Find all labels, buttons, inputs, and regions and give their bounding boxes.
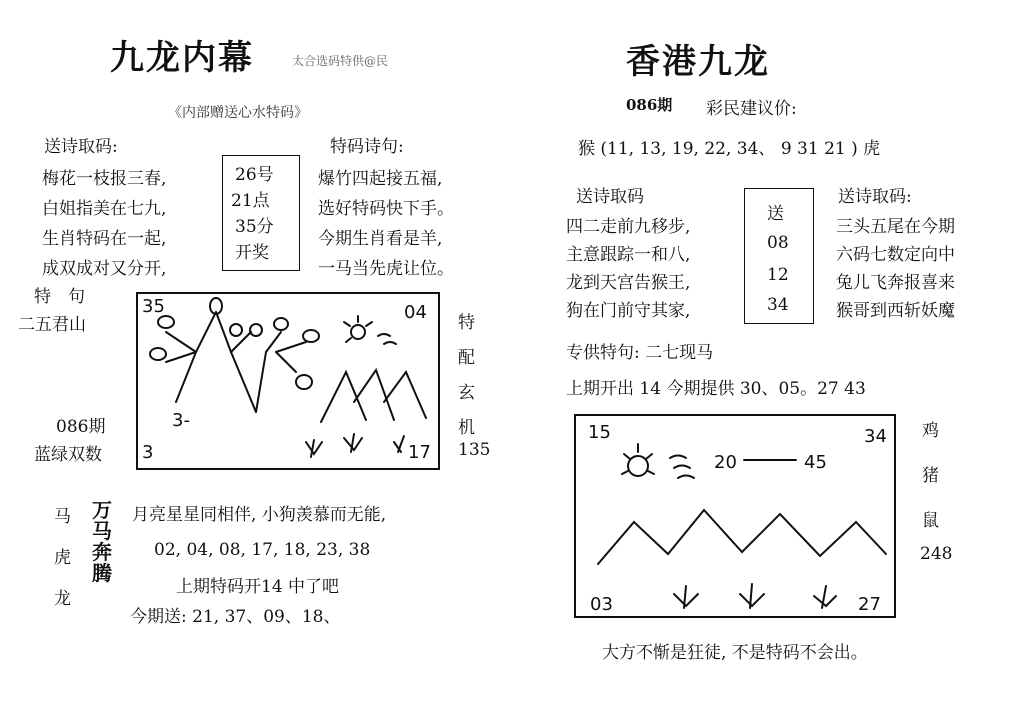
bottom-motto-1: 万 (92, 498, 112, 522)
right-poem-right-1: 三头五尾在今期 (836, 217, 955, 237)
left-poem-line-3: 生肖特码在一起, (42, 229, 167, 249)
draw-time-line-4: 开奖 (235, 243, 269, 263)
right-poem-left-1: 四二走前九移步, (566, 217, 691, 237)
right-poem-heading-right: 送诗取码: (838, 187, 912, 207)
bottom-motto-3: 奔 (92, 540, 112, 564)
left-issue-hint: 蓝绿双数 (34, 445, 102, 465)
left-side-char-2: 配 (458, 348, 475, 368)
right-picture-num-tl: 15 (588, 422, 611, 443)
right-side-char-1: 鸡 (922, 421, 939, 441)
right-title: 香港九龙 (626, 42, 770, 82)
right-picture-num-mid: 20 (714, 452, 737, 473)
draw-time-line-3: 35分 (235, 217, 274, 237)
special-phrase: 二五君山 (18, 315, 86, 335)
right-footer: 大方不惭是狂徒, 不是特码不会出。 (602, 643, 868, 663)
right-picture-num-mid2: 45 (804, 452, 827, 473)
code-poem-line-3: 今期生肖看是羊, (318, 229, 443, 249)
send-box-line-1: 送 (767, 204, 784, 224)
right-poem-right-4: 猴哥到西斩妖魔 (836, 301, 955, 321)
right-side-number: 248 (920, 544, 953, 564)
left-side-char-1: 特 (458, 313, 475, 333)
right-picture-num-bl: 03 (590, 594, 613, 615)
right-poem-left-3: 龙到天宫告猴王, (566, 273, 691, 293)
right-side-char-2: 猪 (922, 466, 939, 486)
right-suggest-label: 彩民建议价: (706, 99, 797, 119)
right-poem-left-4: 狗在门前守其家, (566, 301, 691, 321)
right-poem-right-2: 六码七数定向中 (836, 245, 955, 265)
right-side-char-3: 鼠 (922, 511, 939, 531)
left-poem-heading: 送诗取码: (44, 137, 118, 157)
left-picture-num-tl: 35 (142, 296, 165, 317)
bottom-zodiac (54, 502, 71, 609)
left-picture-num-tr: 04 (404, 302, 427, 323)
code-poem-line-4: 一马当先虎让位。 (318, 259, 454, 279)
right-issue-label: 086期 (626, 96, 673, 114)
right-hand-drawing (574, 414, 896, 618)
bottom-line-3: 上期特码开14 中了吧 (176, 577, 340, 597)
bottom-motto-2: 马 (92, 519, 112, 543)
left-side-vertical (458, 308, 475, 438)
send-box-line-3: 12 (767, 265, 789, 285)
right-picture-num-tr: 34 (864, 426, 887, 447)
draw-time-line-1: 26号 (235, 165, 274, 185)
bottom-zodiac-1: 马 (54, 507, 71, 527)
left-hand-drawing (136, 292, 440, 470)
right-side-vertical (922, 416, 939, 531)
left-picture-num-br: 17 (408, 442, 431, 463)
bottom-motto-4: 腾 (92, 561, 112, 585)
bottom-motto (92, 500, 112, 584)
left-subtitle: 《内部赠送心水特码》 (168, 105, 308, 121)
left-side-number: 135 (458, 440, 491, 460)
bottom-line-4: 今期送: 21, 37、09、18、 (130, 607, 341, 627)
right-special-phrase: 专供特句: 二七现马 (566, 343, 714, 363)
right-numbers-line: 猴 (11, 13, 19, 22, 34、 9 31 21 ) 虎 (578, 139, 881, 159)
left-side-char-4: 机 (458, 418, 475, 438)
left-poem-line-4: 成双成对又分开, (42, 259, 167, 279)
right-last-issue-line: 上期开出 14 今期提供 30、05。27 43 (566, 379, 866, 399)
draw-time-box (222, 155, 300, 271)
left-issue-label: 086期 (56, 417, 106, 437)
right-poem-left-2: 主意跟踪一和八, (566, 245, 691, 265)
draw-time-line-2: 21点 (231, 191, 270, 211)
code-poem-heading: 特码诗句: (330, 137, 404, 157)
bottom-line-1: 月亮星星同相伴, 小狗羡慕而无能, (132, 505, 387, 525)
send-box-line-2: 08 (767, 233, 789, 253)
left-title: 九龙内幕 (110, 38, 254, 78)
left-side-char-3: 玄 (458, 383, 475, 403)
left-picture-num-bl: 3 (142, 442, 154, 463)
bottom-zodiac-2: 虎 (54, 548, 71, 568)
right-poem-heading-left: 送诗取码 (576, 187, 644, 207)
send-box (744, 188, 814, 324)
special-label: 特 句 (34, 287, 85, 307)
send-box-line-4: 34 (767, 295, 789, 315)
code-poem-line-2: 选好特码快下手。 (318, 199, 454, 219)
left-title-note: 太合选码特供@民 (292, 54, 389, 68)
bottom-zodiac-3: 龙 (54, 589, 71, 609)
left-picture-num-mid: 3- (172, 410, 190, 431)
left-poem-line-1: 梅花一枝报三春, (42, 169, 167, 189)
left-poem-line-2: 白姐指美在七九, (42, 199, 167, 219)
bottom-numbers: 02, 04, 08, 17, 18, 23, 38 (154, 540, 371, 560)
right-picture-num-br: 27 (858, 594, 881, 615)
code-poem-line-1: 爆竹四起接五福, (318, 169, 443, 189)
right-poem-right-3: 兔儿飞奔报喜来 (836, 273, 955, 293)
